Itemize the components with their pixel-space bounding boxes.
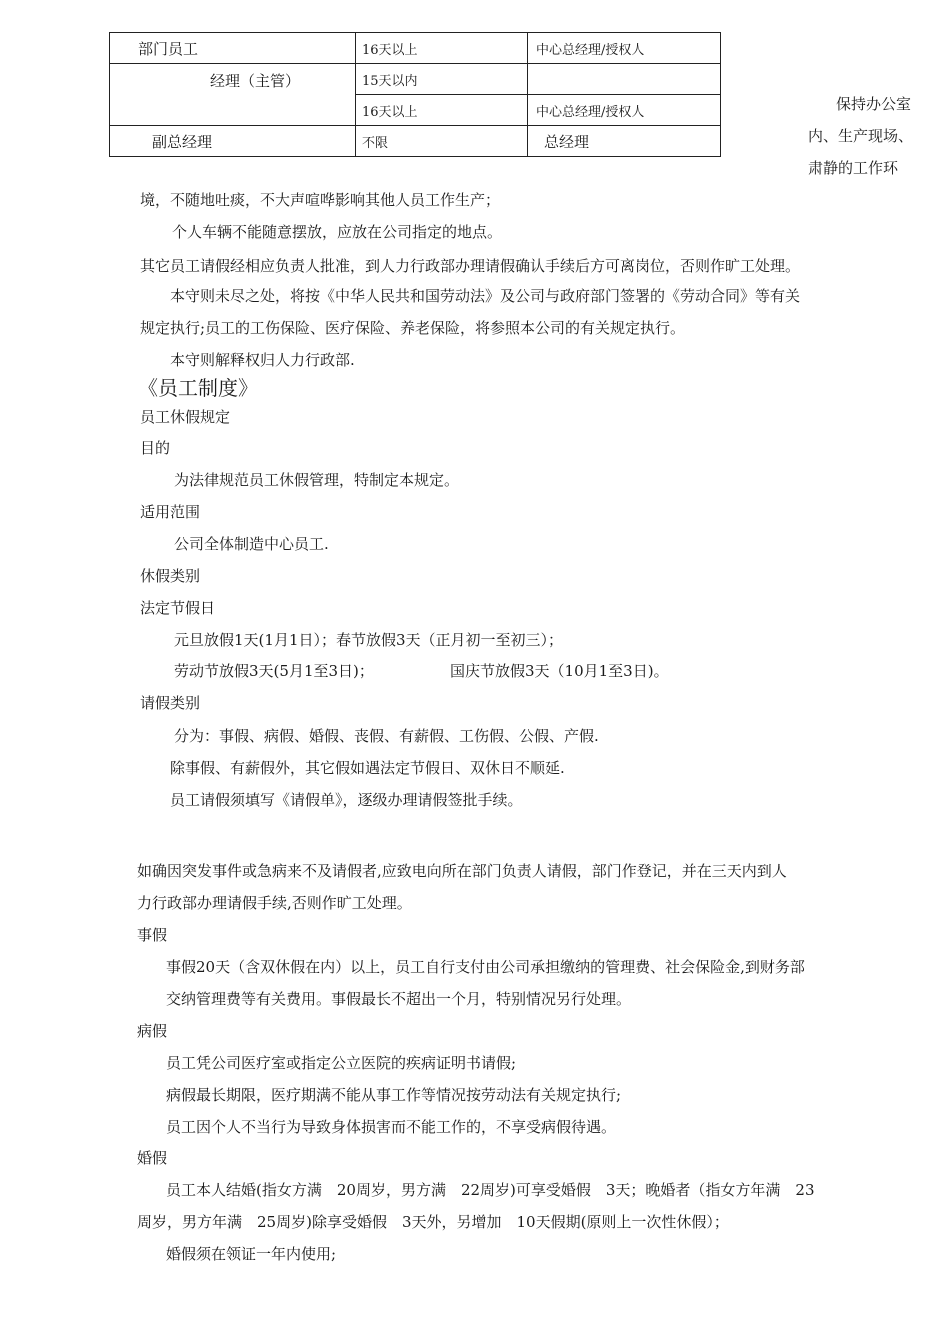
paragraph-line: 其它员工请假经相应负责人批准，到人力行政部办理请假确认手续后方可离岗位，否则作旷工处理。 — [140, 257, 801, 275]
table-row — [110, 64, 721, 95]
paragraph-line: 除事假、有薪假外，其它假如遇法定节假日、双休日不顺延. — [170, 759, 565, 777]
paragraph-line: 个人车辆不能随意摆放，应放在公司指定的地点。 — [172, 223, 503, 241]
paragraph-line: 本守则解释权归人力行政部. — [170, 351, 355, 369]
table-cell-approver — [528, 64, 721, 95]
table-cell-approver: 中心总经理/授权人 — [528, 95, 721, 126]
paragraph-line: 力行政部办理请假手续,否则作旷工处理。 — [137, 894, 412, 912]
paragraph-line: 元旦放假1天(1月1日）；春节放假3天（正月初一至初三）； — [174, 631, 564, 649]
section-heading: 员工休假规定 — [140, 408, 231, 426]
paragraph-line: 劳动节放假3天(5月1至3日)； — [174, 662, 374, 680]
paragraph-line: 事假20天（含双休假在内）以上，员工自行支付由公司承担缴纳的管理费、社会保险金,到财务部 — [166, 958, 805, 976]
paragraph-line: 为法律规范员工休假管理，特制定本规定。 — [174, 471, 460, 489]
paragraph-line: 国庆节放假3天（10月1至3日)。 — [450, 662, 669, 680]
side-note-line: 肃静的工作环 — [808, 159, 899, 177]
section-heading: 适用范围 — [140, 503, 201, 521]
table-cell-days: 16天以上 — [356, 95, 528, 126]
section-heading: 事假 — [137, 926, 168, 944]
paragraph-line: 规定执行;员工的工伤保险、医疗保险、养老保险，将参照本公司的有关规定执行。 — [140, 319, 686, 337]
paragraph-line: 病假最长期限，医疗期满不能从事工作等情况按劳动法有关规定执行; — [166, 1086, 622, 1104]
paragraph-line: 婚假须在领证一年内使用; — [166, 1245, 337, 1263]
table-cell-role: 部门员工 — [110, 33, 356, 64]
paragraph-line: 员工因个人不当行为导致身体损害而不能工作的，不享受病假待遇。 — [166, 1118, 617, 1136]
paragraph-line: 公司全体制造中心员工. — [174, 535, 329, 553]
paragraph-line: 如确因突发事件或急病来不及请假者,应致电向所在部门负责人请假，部门作登记，并在三天内到人 — [137, 862, 787, 880]
section-heading: 病假 — [137, 1022, 168, 1040]
section-heading: 婚假 — [137, 1149, 168, 1167]
table-cell-approver: 总经理 — [528, 126, 721, 157]
paragraph-line: 员工本人结婚(指女方满 20周岁，男方满 22周岁)可享受婚假 3天；晚婚者（指女方年满 23 — [166, 1181, 815, 1199]
section-heading: 目的 — [140, 439, 171, 457]
table-row — [110, 33, 721, 64]
side-note-line: 保持办公室 — [836, 95, 912, 113]
paragraph-line: 分为：事假、病假、婚假、丧假、有薪假、工伤假、公假、产假. — [174, 727, 599, 745]
leave-approval-table — [109, 32, 721, 157]
paragraph-line: 本守则未尽之处，将按《中华人民共和国劳动法》及公司与政府部门签署的《劳动合同》等有关 — [170, 287, 801, 305]
paragraph-line: 周岁，男方年满 25周岁)除享受婚假 3天外，另增加 10天假期(原则上一次性休假）； — [137, 1213, 729, 1231]
table-cell-role: 副总经理 — [110, 126, 356, 157]
paragraph-line: 境，不随地吐痰，不大声喧哗影响其他人员工作生产； — [140, 191, 501, 209]
section-heading: 请假类别 — [140, 694, 201, 712]
document-title: 《员工制度》 — [138, 376, 258, 400]
table-cell-days: 15天以内 — [356, 64, 528, 95]
table-cell-days: 16天以上 — [356, 33, 528, 64]
side-note-line: 内、生产现场、 — [808, 127, 914, 145]
paragraph-line: 员工请假须填写《请假单》，逐级办理请假签批手续。 — [170, 791, 523, 809]
table-cell-role: 经理（主管） — [110, 64, 356, 126]
table-cell-days: 不限 — [356, 126, 528, 157]
table-row — [110, 126, 721, 157]
section-heading: 休假类别 — [140, 567, 201, 585]
section-heading: 法定节假日 — [140, 599, 216, 617]
table-cell-approver: 中心总经理/授权人 — [528, 33, 721, 64]
paragraph-line: 交纳管理费等有关费用。事假最长不超出一个月，特别情况另行处理。 — [166, 990, 632, 1008]
paragraph-line: 员工凭公司医疗室或指定公立医院的疾病证明书请假; — [166, 1054, 517, 1072]
